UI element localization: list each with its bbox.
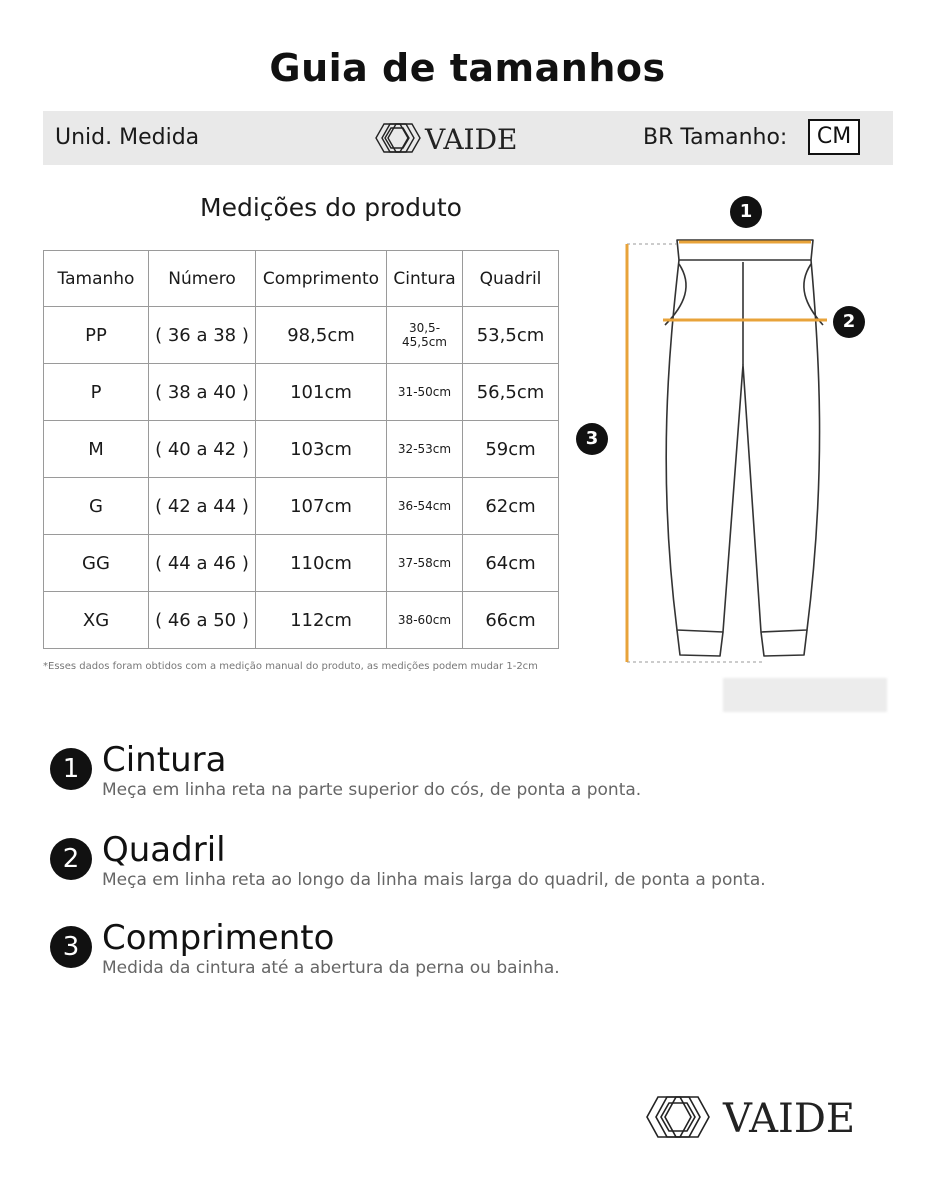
brand-name: VAIDE	[723, 1096, 856, 1142]
legend-title: Quadril	[102, 830, 226, 870]
table-cell: ( 38 a 40 )	[149, 364, 256, 421]
table-cell: PP	[44, 307, 149, 364]
table-cell: 110cm	[256, 535, 387, 592]
table-row	[44, 421, 559, 478]
table-cell: 30,5-45,5cm	[387, 307, 463, 364]
number-badge: 2	[50, 838, 92, 880]
table-cell: 56,5cm	[463, 364, 559, 421]
footnote: *Esses dados foram obtidos com a medição manual do produto, as medições podem mudar 1-2cm	[43, 661, 538, 672]
brand-logo	[368, 117, 538, 163]
table-cell: XG	[44, 592, 149, 649]
table-cell: ( 44 a 46 )	[149, 535, 256, 592]
table-row	[44, 592, 559, 649]
number-badge: 1	[50, 748, 92, 790]
page-title: Guia de tamanhos	[269, 46, 666, 90]
table-cell: 38-60cm	[387, 592, 463, 649]
pants-diagram	[565, 190, 885, 670]
table-cell: P	[44, 364, 149, 421]
legend-desc: Medida da cintura até a abertura da perna ou bainha.	[102, 958, 560, 978]
table-cell: 107cm	[256, 478, 387, 535]
table-cell: 101cm	[256, 364, 387, 421]
table-cell: ( 40 a 42 )	[149, 421, 256, 478]
table-cell: G	[44, 478, 149, 535]
size-label: BR Tamanho:	[643, 125, 788, 150]
table-row	[44, 478, 559, 535]
table-cell: M	[44, 421, 149, 478]
table-cell: 53,5cm	[463, 307, 559, 364]
size-table	[43, 250, 559, 649]
table-cell: GG	[44, 535, 149, 592]
unit-bar	[43, 111, 893, 165]
table-cell: ( 36 a 38 )	[149, 307, 256, 364]
table-header: Número	[149, 251, 256, 307]
table-cell: 37-58cm	[387, 535, 463, 592]
table-cell: 66cm	[463, 592, 559, 649]
table-row	[44, 364, 559, 421]
callout-2: 2	[833, 306, 865, 338]
table-cell: 98,5cm	[256, 307, 387, 364]
brand-name: VAIDE	[425, 123, 518, 156]
table-cell: 59cm	[463, 421, 559, 478]
legend-desc: Meça em linha reta ao longo da linha mais larga do quadril, de ponta a ponta.	[102, 870, 766, 890]
hexagon-logo-icon	[368, 117, 538, 159]
table-header: Quadril	[463, 251, 559, 307]
callout-3: 3	[576, 423, 608, 455]
table-cell: 36-54cm	[387, 478, 463, 535]
unit-label: Unid. Medida	[55, 125, 200, 150]
table-cell: 32-53cm	[387, 421, 463, 478]
table-header: Comprimento	[256, 251, 387, 307]
table-header: Cintura	[387, 251, 463, 307]
table-cell: 103cm	[256, 421, 387, 478]
section-title: Medições do produto	[200, 193, 462, 222]
legend-title: Cintura	[102, 740, 227, 780]
legend-title: Comprimento	[102, 918, 335, 958]
table-cell: ( 42 a 44 )	[149, 478, 256, 535]
unit-value-box: CM	[808, 119, 860, 155]
table-header: Tamanho	[44, 251, 149, 307]
table-row	[44, 535, 559, 592]
blurred-area	[723, 678, 887, 712]
legend-desc: Meça em linha reta na parte superior do cós, de ponta a ponta.	[102, 780, 642, 800]
table-cell: 112cm	[256, 592, 387, 649]
table-cell: 62cm	[463, 478, 559, 535]
callout-1: 1	[730, 196, 762, 228]
footer-logo	[643, 1086, 873, 1152]
table-row	[44, 307, 559, 364]
table-cell: 64cm	[463, 535, 559, 592]
number-badge: 3	[50, 926, 92, 968]
table-cell: 31-50cm	[387, 364, 463, 421]
table-cell: ( 46 a 50 )	[149, 592, 256, 649]
table-header-row	[44, 251, 559, 307]
hexagon-logo-icon	[643, 1086, 873, 1148]
